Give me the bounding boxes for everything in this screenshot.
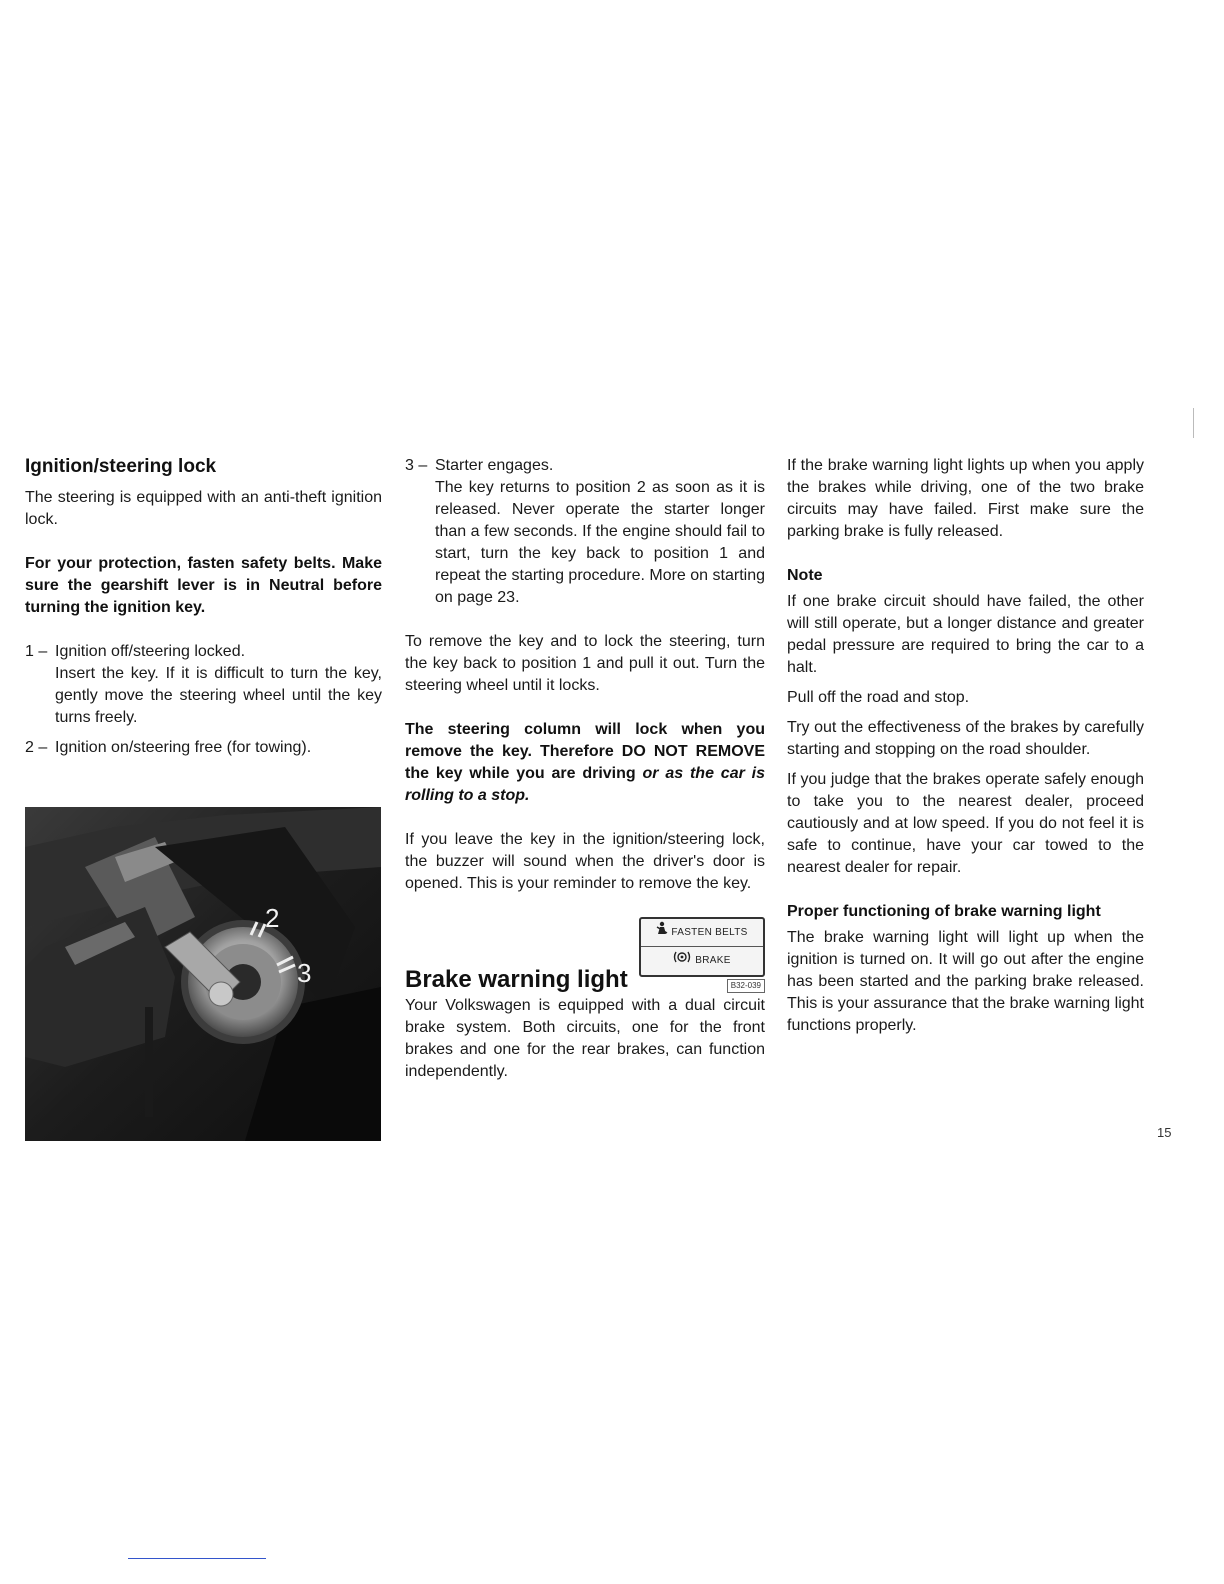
warning-italic: or as the car is rolling to a stop. [405, 765, 766, 804]
fasten-belts-indicator [641, 919, 763, 946]
brake-label: BRAKE [695, 954, 731, 966]
note-paragraph-1: If one brake circuit should have failed, the other will still operate, but a longer distance and greater pedal pressure are required to bring the car to a halt. [787, 593, 1144, 676]
brake-light-driving-text: If the brake warning light lights up when you apply the brakes while driving, one of the two brake circuits may have failed. First make sure the parking brake is fully released. [787, 457, 1144, 540]
ignition-lock-illustration [25, 807, 381, 1141]
remove-key-text: To remove the key and to lock the steering, turn the key back to position 1 and pull it out. Turn the steering wheel until it locks. [405, 633, 765, 694]
item-title: Ignition off/steering locked. [55, 643, 246, 660]
item-title: Starter engages. [435, 457, 554, 474]
item-text: The key returns to position 2 as soon as it is released. Never operate the starter longer than a few seconds. If the engine should fail to start, turn the key back to position 1 and repeat the starting procedure. More on starting on page 23. [435, 479, 765, 606]
safety-warning: For your protection, fasten safety belts. Make sure the gearshift lever is in Neutral before turning the ignition key. [25, 555, 382, 616]
item-text: Insert the key. If it is difficult to turn the key, gently move the steering wheel until the key turns freely. [55, 665, 382, 726]
note-heading: Note [787, 567, 823, 584]
note-paragraph-2: Pull off the road and stop. [787, 689, 970, 706]
ignition-lock-heading: Ignition/steering lock [25, 456, 217, 477]
ignition-intro: The steering is equipped with an anti-theft ignition lock. [25, 489, 382, 528]
page-number: 15 [1157, 1125, 1172, 1140]
note-paragraph-4: If you judge that the brakes operate safely enough to take you to the nearest dealer, proceed cautiously and at low speed. If you do not feel it is safe to continue, have your car towed to the nearest dealer for repair. [787, 771, 1144, 876]
steering-column-warning [405, 719, 765, 807]
buzzer-text: If you leave the key in the ignition/steering lock, the buzzer will sound when the driver's door is opened. This is your reminder to remove the key. [405, 831, 765, 892]
warning-light-panel [639, 917, 765, 977]
item-number: 1 – [25, 643, 48, 660]
proper-functioning-heading: Proper functioning of brake warning light [787, 903, 1101, 920]
position-3-item [405, 455, 765, 609]
column-left [25, 455, 382, 759]
brake-circle-icon [673, 950, 691, 972]
brake-intro-text: Your Volkswagen is equipped with a dual circuit brake system. Both circuits, one for the front brakes and one for the rear brakes, can function independently. [405, 997, 765, 1080]
figure-code: B32-039 [727, 979, 765, 993]
margin-rule [1193, 408, 1194, 438]
brake-warning-header [405, 917, 765, 995]
position-1-item [25, 641, 382, 729]
brake-indicator [641, 946, 763, 974]
seatbelt-icon [656, 921, 668, 944]
item-number: 3 – [405, 457, 428, 474]
column-right [787, 455, 1144, 1037]
fasten-belts-label: FASTEN BELTS [671, 926, 748, 938]
ignition-lock-photo [25, 807, 381, 1141]
item-title: Ignition on/steering free (for towing). [55, 739, 312, 756]
note-paragraph-3: Try out the effectiveness of the brakes by carefully starting and stopping on the road shoulder. [787, 719, 1144, 758]
column-middle [405, 455, 765, 1083]
warning-bold: The steering column will lock when you remove the key. Therefore DO NOT REMOVE the key while you are driving [405, 721, 765, 782]
footnote-rule [128, 1558, 266, 1559]
position-2-label: 2 [265, 903, 280, 933]
item-number: 2 – [25, 739, 48, 756]
position-2-item [25, 737, 382, 759]
brake-warning-heading: Brake warning light [405, 966, 628, 993]
position-3-label: 3 [297, 958, 312, 988]
proper-functioning-text: The brake warning light will light up when the ignition is turned on. It will go out after the engine has been started and the parking brake released. This is your assurance that the brake warning light functions properly. [787, 929, 1144, 1034]
